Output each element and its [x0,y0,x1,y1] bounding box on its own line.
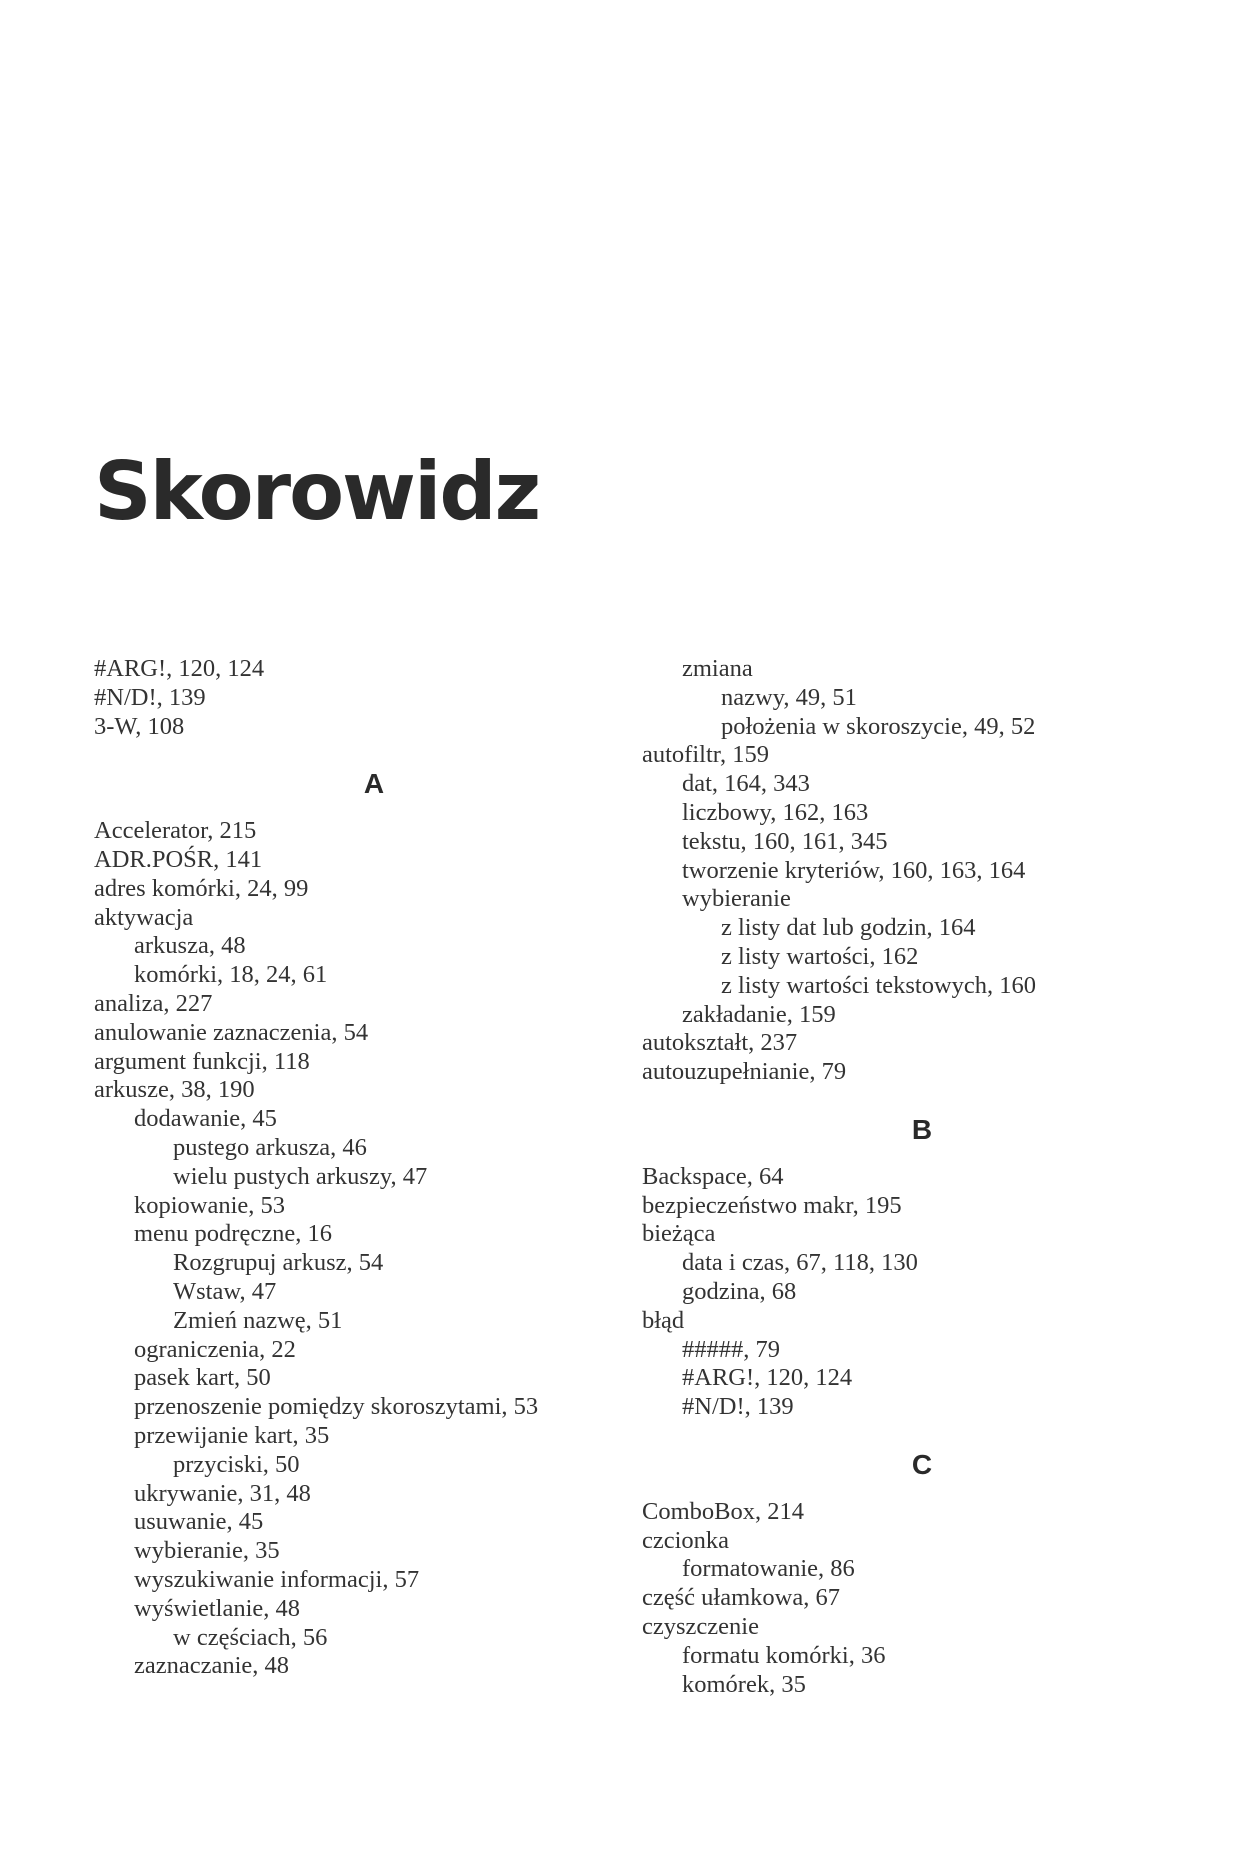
index-subentry: #N/D!, 139 [682,1393,794,1421]
index-subentry: wyszukiwanie informacji, 57 [134,1565,420,1593]
index-subentry: tworzenie kryteriów, 160, 163, 164 [682,856,1026,884]
index-entry: #N/D!, 139 [94,683,206,711]
index-entry: bezpieczeństwo makr, 195 [642,1191,902,1219]
index-subentry: godzina, 68 [682,1277,797,1305]
index-subentry: #ARG!, 120, 124 [682,1364,853,1392]
index-subentry: wyświetlanie, 48 [134,1594,301,1622]
index-entry: arkusze, 38, 190 [94,1076,255,1104]
index-entry: autofiltr, 159 [642,741,769,769]
index-column-right [642,655,1162,1699]
index-entry: Accelerator, 215 [94,817,257,845]
index-subentry: arkusza, 48 [134,932,246,960]
index-subentry: Rozgrupuj arkusz, 54 [173,1249,384,1277]
index-section-letter: B [911,1113,933,1145]
index-section-letter: C [911,1448,933,1480]
index-column-left [94,655,614,1681]
index-subentry: z listy dat lub godzin, 164 [721,914,976,942]
index-subentry: pustego arkusza, 46 [173,1133,367,1161]
index-subentry: Zmień nazwę, 51 [173,1306,343,1334]
index-subentry: przenoszenie pomiędzy skoroszytami, 53 [134,1393,539,1421]
index-subentry: komórek, 35 [682,1670,806,1698]
index-subentry: Wstaw, 47 [173,1277,277,1305]
index-entry: autouzupełnianie, 79 [642,1058,847,1086]
index-subentry: data i czas, 67, 118, 130 [682,1249,918,1277]
index-subentry: ograniczenia, 22 [134,1335,296,1363]
index-subentry: menu podręczne, 16 [134,1220,332,1248]
index-entry: aktywacja [94,903,194,931]
index-subentry: zaznaczanie, 48 [134,1652,290,1680]
index-subentry: komórki, 18, 24, 61 [134,961,328,989]
index-entry: analiza, 227 [94,989,213,1017]
index-subentry: wybieranie, 35 [134,1537,280,1565]
index-entry: 3-W, 108 [94,712,185,740]
index-subentry: wybieranie [682,885,791,913]
index-entry: ADR.POŚR, 141 [94,845,263,873]
index-entry: ComboBox, 214 [642,1497,804,1525]
index-entry: autokształt, 237 [642,1029,798,1057]
index-subentry: dodawanie, 45 [134,1105,277,1133]
index-subentry: pasek kart, 50 [134,1364,271,1392]
index-subentry: dat, 164, 343 [682,770,810,798]
index-subentry: z listy wartości, 162 [721,942,919,970]
index-entry: część ułamkowa, 67 [642,1584,840,1612]
index-entry: argument funkcji, 118 [94,1047,310,1075]
index-subentry: położenia w skoroszycie, 49, 52 [721,712,1036,740]
index-entry: bieżąca [642,1220,716,1248]
index-subentry: przyciski, 50 [173,1450,300,1478]
index-subentry: formatu komórki, 36 [682,1641,886,1669]
index-subentry: tekstu, 160, 161, 345 [682,827,888,855]
index-entry: anulowanie zaznaczenia, 54 [94,1018,369,1046]
index-subentry: zakładanie, 159 [682,1000,836,1028]
index-subentry: usuwanie, 45 [134,1508,264,1536]
index-subentry: kopiowanie, 53 [134,1191,286,1219]
index-entry: czyszczenie [642,1612,759,1640]
index-subentry: liczbowy, 162, 163 [682,798,869,826]
index-subentry: przewijanie kart, 35 [134,1421,330,1449]
index-entry: błąd [642,1306,685,1334]
index-entry: czcionka [642,1526,730,1554]
index-subentry: ukrywanie, 31, 48 [134,1479,311,1507]
index-section-letter: A [363,768,385,800]
page-title: Skorowidz [94,445,540,538]
index-subentry: nazwy, 49, 51 [721,683,857,711]
index-subentry: zmiana [682,655,753,682]
index-subentry: formatowanie, 86 [682,1555,855,1583]
index-entry: adres komórki, 24, 99 [94,874,309,902]
index-entry: Backspace, 64 [642,1162,784,1190]
index-entry: #ARG!, 120, 124 [94,655,265,682]
index-subentry: wielu pustych arkuszy, 47 [173,1162,428,1190]
index-subentry: z listy wartości tekstowych, 160 [721,971,1037,999]
index-subentry: w częściach, 56 [173,1623,328,1651]
index-subentry: #####, 79 [682,1335,780,1363]
